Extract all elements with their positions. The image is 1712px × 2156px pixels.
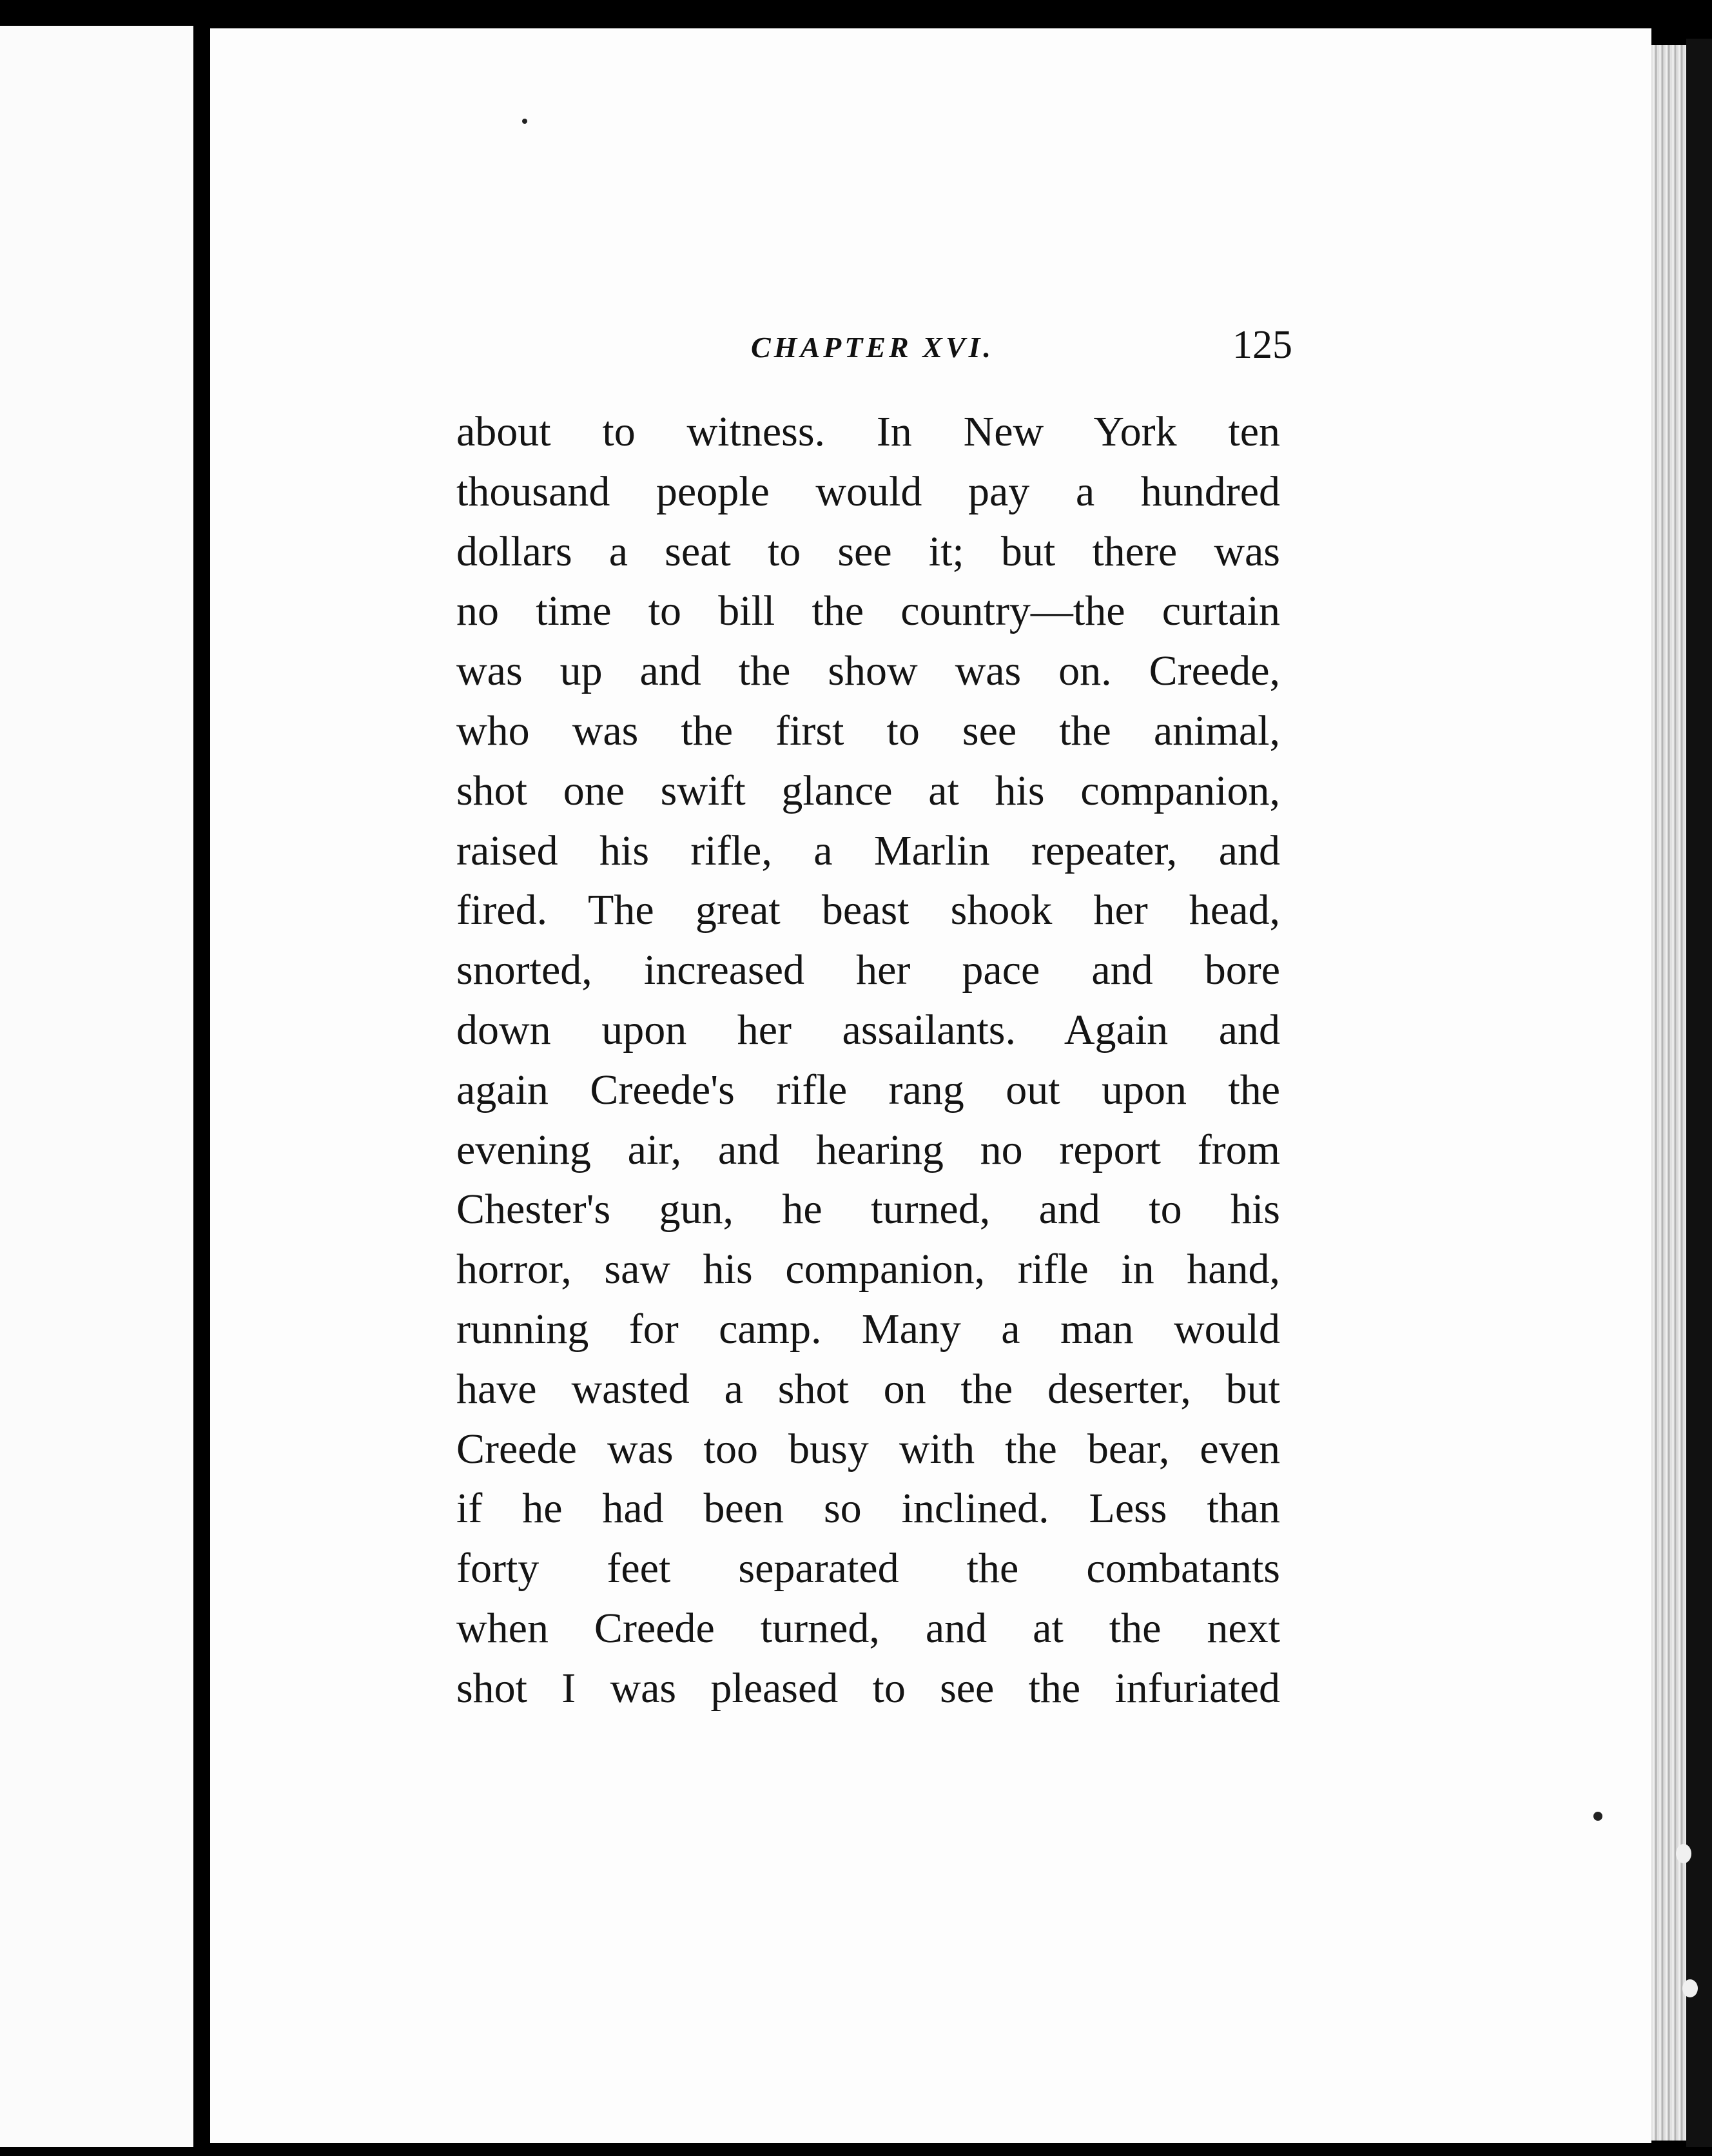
- running-head: [751, 322, 1292, 380]
- scan-border: [1686, 39, 1712, 2147]
- text-line: fired. The great beast shook her head,: [456, 887, 1280, 934]
- text-line: Creede was too busy with the bear, even: [456, 1425, 1280, 1473]
- text-line: no time to bill the country—the curtain: [456, 587, 1280, 635]
- page-number: 125: [1232, 323, 1292, 367]
- text-line: when Creede turned, and at the next: [456, 1604, 1280, 1652]
- text-line: shot one swift glance at his companion,: [456, 767, 1280, 814]
- text-line: who was the first to see the animal,: [456, 707, 1280, 754]
- text-line: raised his rifle, a Marlin repeater, and: [456, 827, 1280, 874]
- text-line: running for camp. Many a man would: [456, 1305, 1280, 1353]
- text-line: snorted, increased her pace and bore: [456, 946, 1280, 994]
- scan-speck: [1676, 1844, 1691, 1863]
- text-line: Chester's gun, he turned, and to his: [456, 1186, 1280, 1233]
- page-edges: [1651, 45, 1686, 2141]
- text-line: down upon her assailants. Again and: [456, 1006, 1280, 1054]
- text-line: dollars a seat to see it; but there was: [456, 527, 1280, 575]
- scan-speck: [1682, 1979, 1698, 1997]
- text-line: again Creede's rifle rang out upon the: [456, 1066, 1280, 1113]
- text-line: horror, saw his companion, rifle in hand,: [456, 1246, 1280, 1293]
- scan-speck: [1593, 1812, 1602, 1821]
- text-line: if he had been so inclined. Less than: [456, 1485, 1280, 1533]
- chapter-heading: CHAPTER XVI.: [751, 331, 994, 364]
- text-line: have wasted a shot on the deserter, but: [456, 1365, 1280, 1413]
- text-line: forty feet separated the combatants: [456, 1545, 1280, 1592]
- book-gutter: [193, 19, 210, 2147]
- text-line: shot I was pleased to see the infuriated: [456, 1664, 1280, 1712]
- facing-page-edge: [0, 26, 193, 2147]
- text-line: evening air, and hearing no report from: [456, 1126, 1280, 1173]
- body-text: [456, 402, 1280, 1719]
- scan-speck: [522, 119, 527, 124]
- text-line: about to witness. In New York ten: [456, 408, 1280, 455]
- text-line: thousand people would pay a hundred: [456, 467, 1280, 515]
- text-line: was up and the show was on. Creede,: [456, 647, 1280, 695]
